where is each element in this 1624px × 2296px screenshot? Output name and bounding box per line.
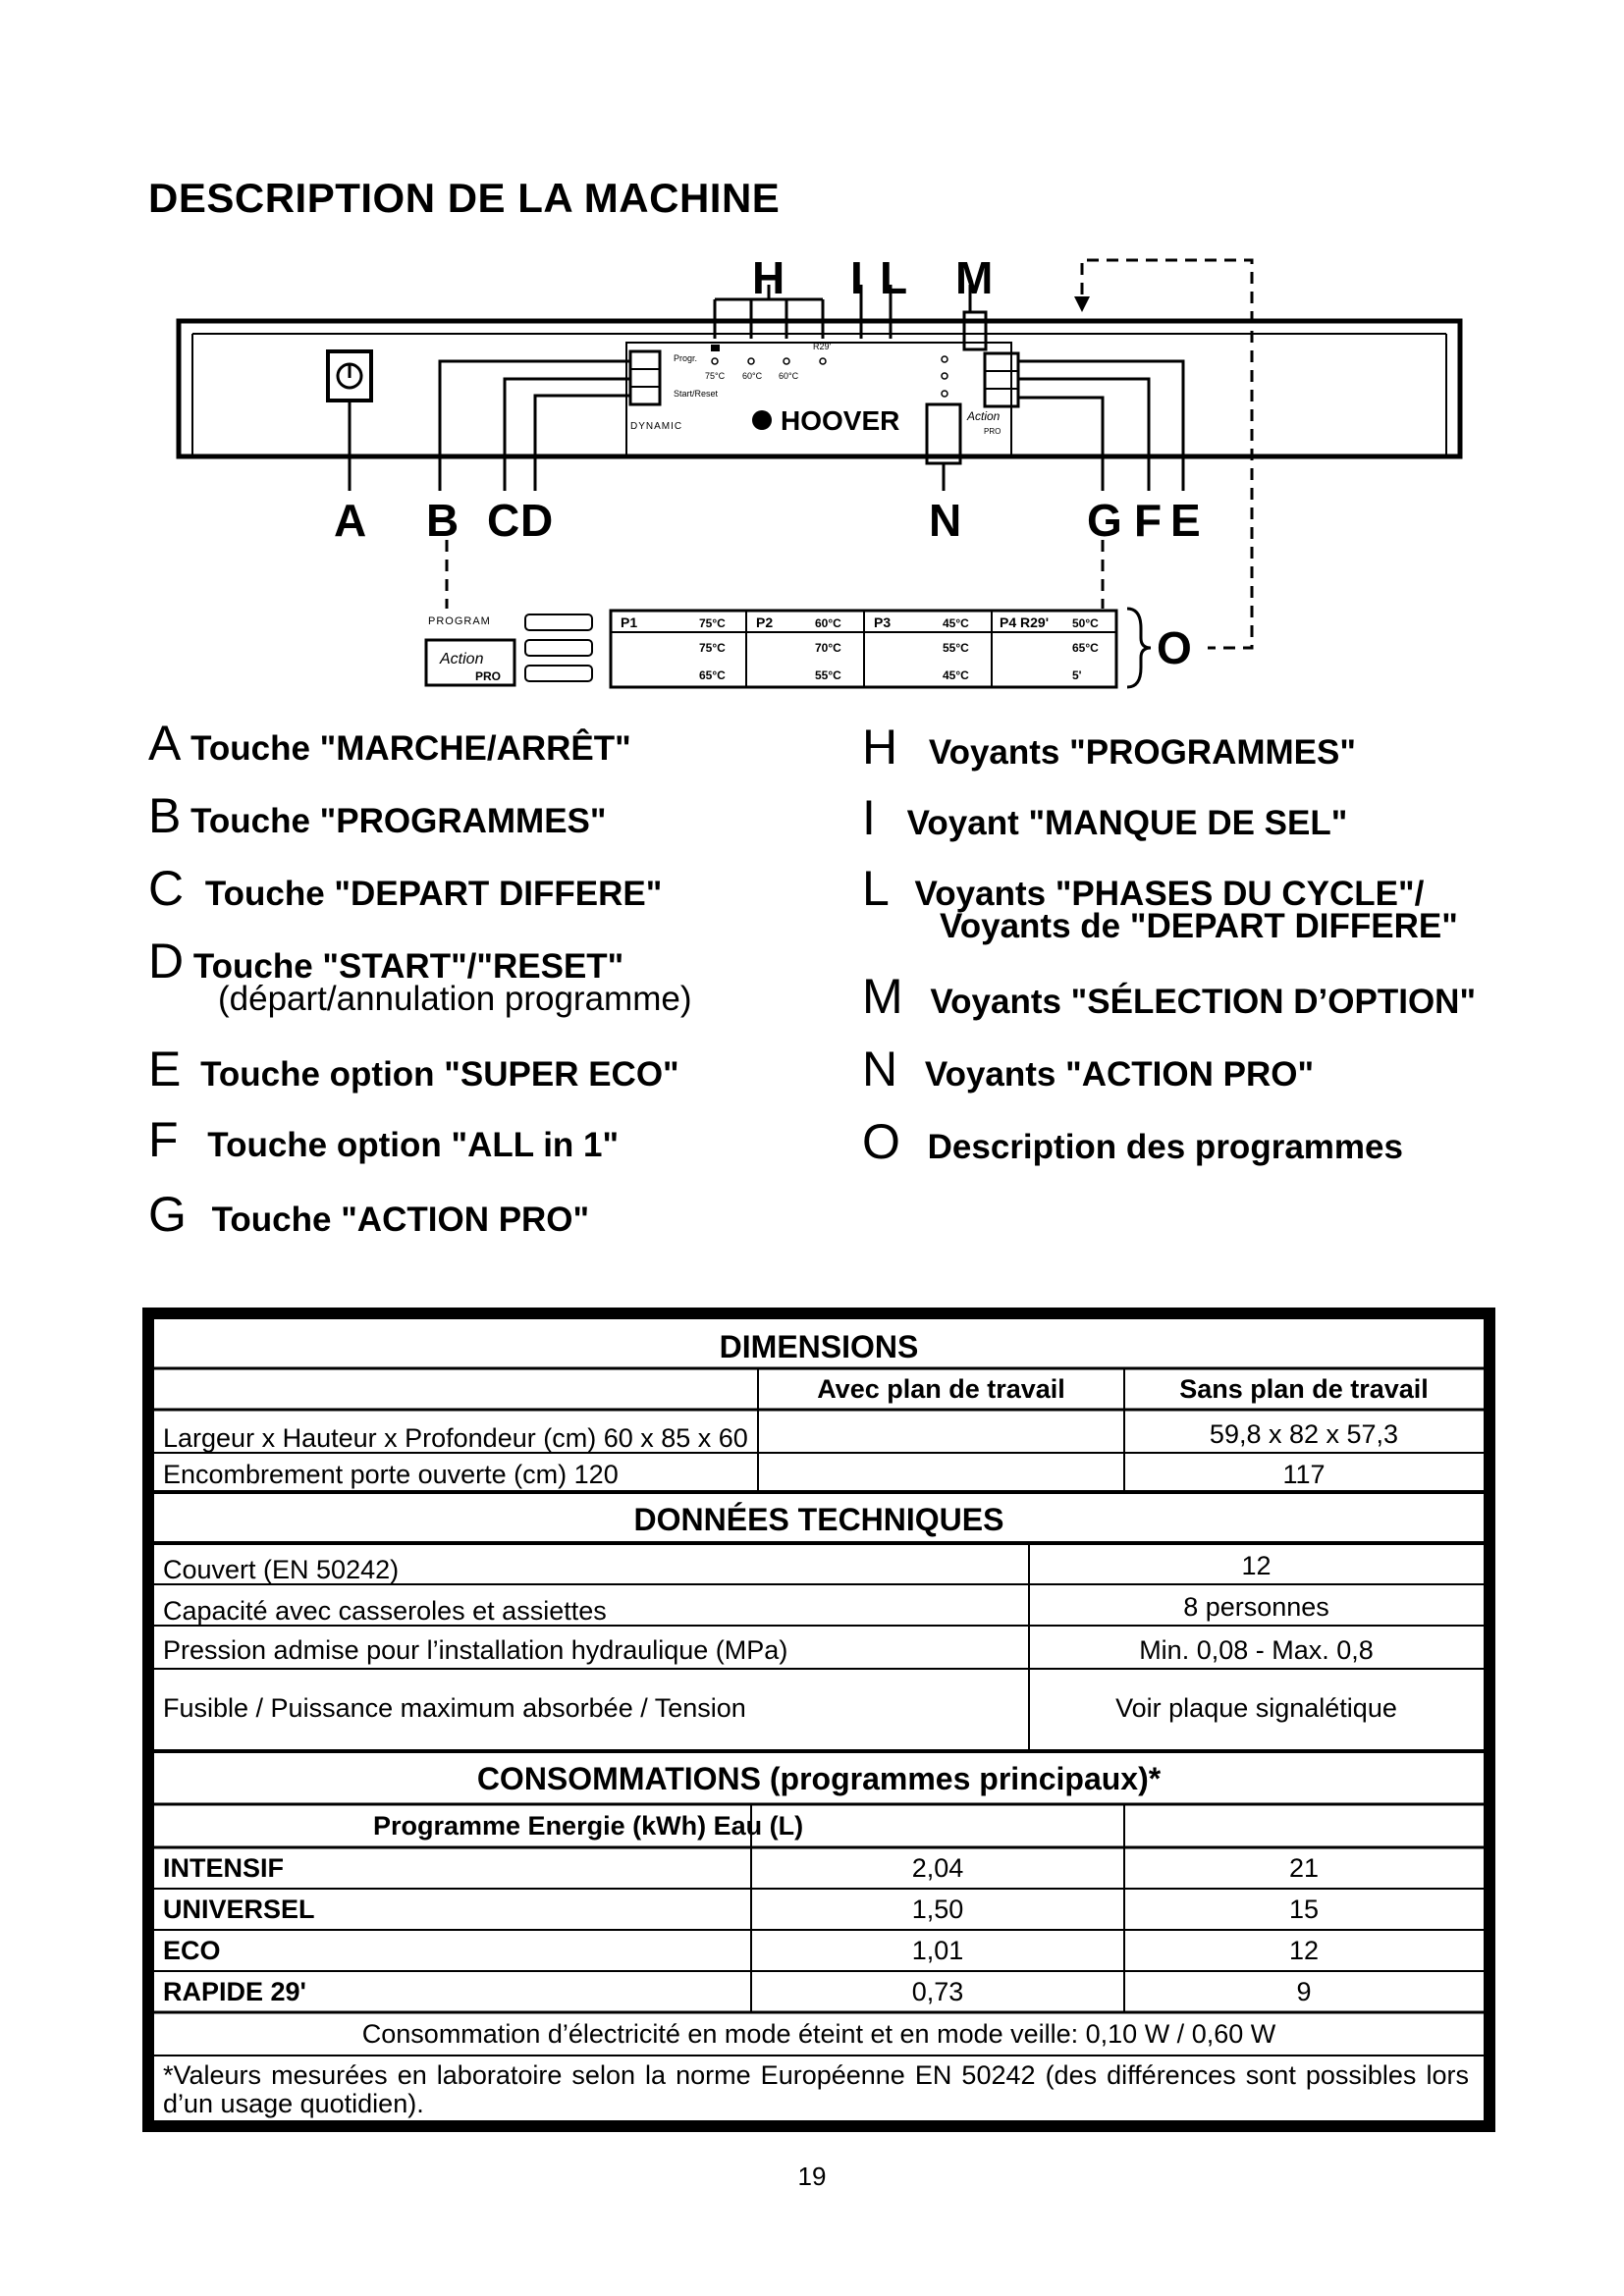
program-name: RAPIDE 29' (163, 1977, 306, 2006)
panel-brand: HOOVER (781, 405, 900, 436)
legend-letter: O (862, 1114, 900, 1169)
legend-text: Voyants "PROGRAMMES" (928, 733, 1356, 772)
program-water: 15 (1288, 1895, 1320, 1924)
tech-row-value: 8 personnes (1183, 1592, 1329, 1622)
legend-letter: L (862, 861, 890, 916)
legend-letter: B (148, 788, 182, 843)
col-with-worktop: Avec plan de travail (817, 1374, 1065, 1404)
legend-text: Touche "ACTION PRO" (211, 1201, 590, 1239)
label-i: I (850, 252, 863, 303)
label-l: L (880, 252, 908, 303)
page-title: DESCRIPTION DE LA MACHINE (148, 175, 781, 221)
label-h: H (752, 252, 785, 303)
prog-head: P2 (756, 614, 774, 630)
legend-text: Touche "START"/"RESET" (192, 947, 624, 986)
legend-text: Voyants "SÉLECTION D’OPTION" (930, 983, 1477, 1021)
legend-letter: N (862, 1041, 898, 1096)
prog-head-temp: 60°C (815, 616, 841, 630)
panel-temp: 75°C (705, 371, 726, 381)
dim-row-label: Encombrement porte ouverte (cm) 120 (163, 1460, 619, 1489)
program-name: UNIVERSEL (163, 1895, 315, 1924)
label-o: O (1157, 622, 1192, 673)
panel-small-label: R29' (813, 342, 832, 351)
program-label: PROGRAM (428, 615, 491, 627)
panel-action: Action (967, 409, 1001, 423)
panel-row-label: Progr. (674, 353, 698, 363)
legend-letter: I (862, 790, 876, 845)
tech-row-label: Capacité avec casseroles et assiettes (163, 1596, 607, 1626)
legend-text: Voyants "PHASES DU CYCLE"/ (914, 875, 1425, 913)
label-g: G (1087, 495, 1122, 546)
prog-r2: 45°C (943, 668, 969, 682)
tech-row-value: Voir plaque signalétique (1115, 1693, 1397, 1723)
legend-letter: A (148, 716, 182, 771)
prog-head: P3 (874, 614, 892, 630)
prog-r1: 75°C (699, 641, 726, 655)
label-d: D (520, 495, 554, 546)
consumption-header: Programme Energie (kWh) Eau (L) (373, 1811, 804, 1841)
program-energy: 1,50 (911, 1895, 964, 1924)
panel-temp: 60°C (779, 371, 799, 381)
prog-head-temp: 50°C (1072, 616, 1099, 630)
prog-r2: 65°C (699, 668, 726, 682)
tech-row-value: Min. 0,08 - Max. 0,8 (1139, 1635, 1374, 1665)
tech-row-label: Fusible / Puissance maximum absorbée / Tension (163, 1693, 746, 1723)
prog-r1: 70°C (815, 641, 841, 655)
legend-subtext: (départ/annulation programme) (218, 980, 692, 1018)
standby-consumption: Consommation d’électricité en mode éteint et en mode veille: 0,10 W / 0,60 W (361, 2019, 1276, 2049)
prog-head: P1 (621, 614, 638, 630)
legend-letter: G (148, 1187, 187, 1242)
legend-text: Voyant "MANQUE DE SEL" (906, 804, 1348, 842)
prog-r2: 55°C (815, 668, 841, 682)
panel-row-label: Start/Reset (674, 389, 719, 399)
page-number: 19 (797, 2162, 827, 2191)
prog-r1: 65°C (1072, 641, 1099, 655)
prog-r2: 5' (1072, 668, 1082, 682)
label-b: B (426, 495, 460, 546)
legend-subtext: Voyants de "DEPART DIFFERE" (940, 907, 1458, 945)
legend-letter: D (148, 934, 185, 988)
prog-r1: 55°C (943, 641, 969, 655)
legend-text: Touche "MARCHE/ARRÊT" (190, 729, 631, 768)
tech-row-value: 12 (1241, 1551, 1272, 1580)
program-action: Action (440, 651, 484, 667)
program-pro: PRO (475, 669, 502, 683)
legend-text: Touche "DEPART DIFFERE" (204, 875, 663, 913)
legend-letter: E (148, 1041, 182, 1096)
footnote: *Valeurs mesurées en laboratoire selon la norme Européenne EN 50242 (des différences sont possibles lors d’un usage quotidien). (163, 2060, 1469, 2118)
panel-dynamic: DYNAMIC (630, 421, 683, 432)
technical-title: DONNÉES TECHNIQUES (633, 1502, 1004, 1537)
legend-letter: C (148, 861, 185, 916)
dimensions-title: DIMENSIONS (719, 1329, 919, 1364)
label-n: N (929, 495, 962, 546)
col-without-worktop: Sans plan de travail (1179, 1374, 1429, 1404)
legend-text: Touche option "ALL in 1" (207, 1126, 620, 1164)
dim-row-without: 117 (1282, 1460, 1326, 1489)
legend-text: Voyants "ACTION PRO" (924, 1055, 1315, 1094)
legend-letter: F (148, 1112, 179, 1167)
tech-row-label: Couvert (EN 50242) (163, 1555, 400, 1584)
panel-pro: PRO (984, 427, 1001, 436)
label-a: A (334, 495, 367, 546)
legend-text: Touche option "SUPER ECO" (200, 1055, 679, 1094)
label-f: F (1134, 495, 1163, 546)
program-energy: 2,04 (911, 1853, 964, 1883)
prog-head-temp: 75°C (699, 616, 726, 630)
legend-letter: M (862, 969, 903, 1024)
legend-text: Touche "PROGRAMMES" (190, 802, 607, 840)
prog-head: P4 R29' (1000, 614, 1050, 630)
program-energy: 0,73 (911, 1977, 964, 2006)
program-name: INTENSIF (163, 1853, 285, 1883)
tech-row-label: Pression admise pour l’installation hydraulique (MPa) (163, 1635, 788, 1665)
program-water: 9 (1296, 1977, 1312, 2006)
program-name: ECO (163, 1936, 221, 1965)
legend-text: Description des programmes (927, 1128, 1403, 1166)
dim-row-label: Largeur x Hauteur x Profondeur (cm) 60 x 85 x 60 (163, 1423, 748, 1453)
dim-row-without: 59,8 x 82 x 57,3 (1209, 1419, 1399, 1449)
label-e: E (1170, 495, 1201, 546)
label-m: M (955, 252, 994, 303)
label-c: C (487, 495, 520, 546)
program-water: 12 (1288, 1936, 1320, 1965)
panel-temp: 60°C (742, 371, 763, 381)
prog-head-temp: 45°C (943, 616, 969, 630)
program-water: 21 (1288, 1853, 1320, 1883)
consumption-title: CONSOMMATIONS (programmes principaux)* (476, 1761, 1162, 1796)
program-energy: 1,01 (911, 1936, 964, 1965)
legend-letter: H (862, 720, 898, 774)
